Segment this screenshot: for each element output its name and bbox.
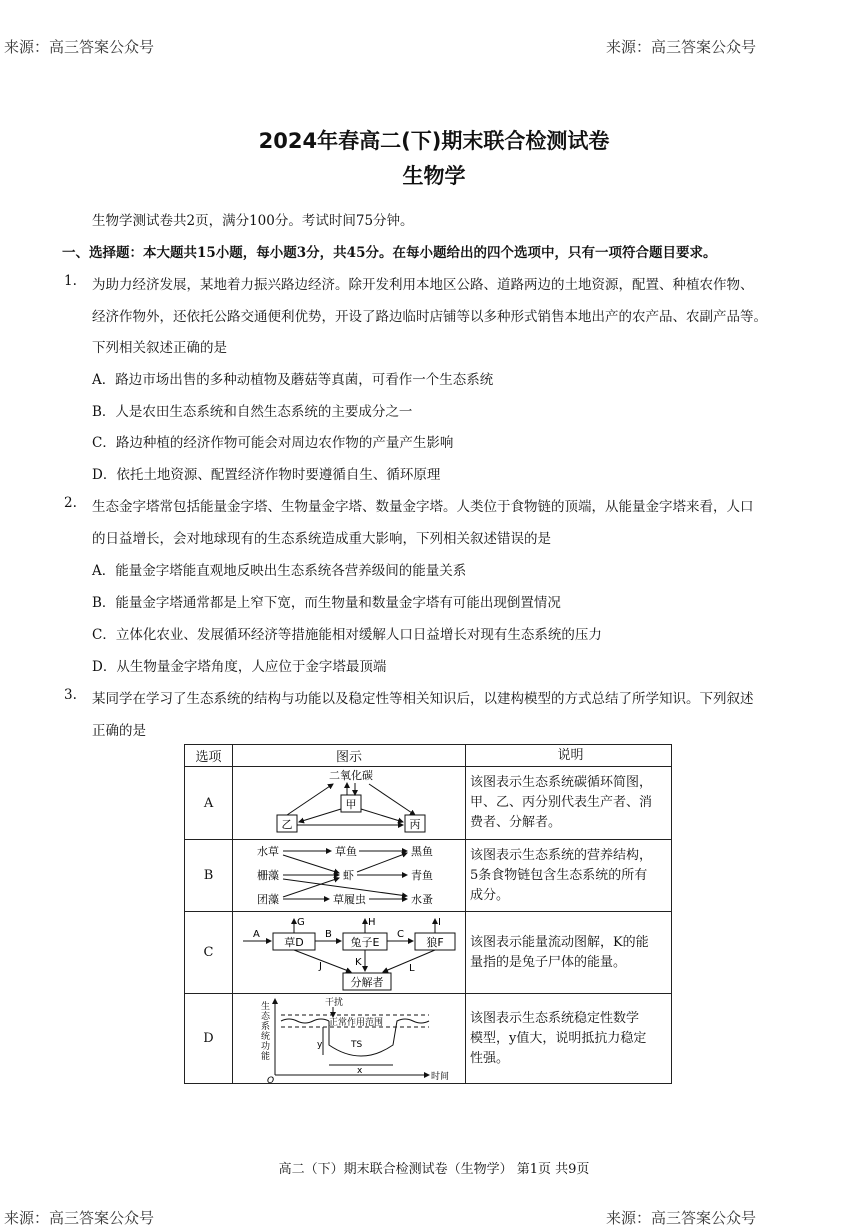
table-header: 说明 [465, 745, 671, 767]
organism-label: 草鱼 [335, 844, 358, 858]
description-line: 费者、分解者。 [469, 815, 561, 830]
question-text: 下列相关叙述正确的是 [92, 340, 227, 356]
label-tu-e: 兔子E [350, 935, 380, 949]
figure-energy-flow [233, 912, 466, 994]
option-d: D．依托土地资源、配置经济作物时要遵循自生、循环原理 [92, 467, 441, 483]
question-text: 为助力经济发展，某地着力振兴路边经济。除开发利用本地区公路、道路两边的土地资源，配置、种植农作物、 [92, 277, 754, 293]
option-description [465, 994, 671, 1084]
description-line: 该图表示能量流动图解，K的能 [469, 934, 649, 950]
page-footer: 高二（下）期末联合检测试卷（生物学） 第1页 共9页 [278, 1162, 590, 1177]
question-number: 3. [64, 687, 77, 703]
table-row [185, 912, 672, 994]
arrow [361, 809, 403, 822]
table-row [185, 994, 672, 1084]
x-axis-label: 时间 [431, 1071, 450, 1082]
option-c: C．路边种植的经济作物可能会对周边农作物的产量产生影响 [92, 435, 454, 451]
flow-label: C [397, 928, 405, 940]
y-deviation-label: y [317, 1039, 323, 1050]
option-a: A．路边市场出售的多种动植物及蘑菇等真菌，可看作一个生态系统 [92, 372, 494, 388]
arrow [287, 784, 333, 815]
label-bing: 丙 [409, 818, 421, 831]
question-number: 2. [64, 495, 77, 511]
organism-label: 青鱼 [411, 868, 434, 882]
figure-stability-model [233, 994, 466, 1084]
question-number: 1. [64, 273, 77, 289]
option-description [465, 840, 671, 912]
description-line: 甲、乙、丙分别代表生产者、消 [469, 795, 652, 810]
figure-food-web [233, 840, 466, 912]
organism-label: 黑鱼 [411, 844, 434, 858]
label-decomposer: 分解者 [350, 975, 384, 989]
description-line: 该图表示生态系统的营养结构， [469, 847, 652, 863]
arrow [283, 878, 339, 897]
arrow [294, 950, 351, 972]
flow-label: H [368, 916, 376, 928]
intro-text: 生物学测试卷共2页，满分100分。考试时间75分钟。 [92, 213, 414, 229]
carbon-cycle-diagram [233, 767, 463, 839]
organism-label: 团藻 [257, 892, 280, 906]
label-cao-d: 草D [284, 935, 304, 949]
disturbance-label: 干扰 [325, 997, 344, 1008]
ts-label: TS [351, 1039, 363, 1050]
organism-label: 虾 [343, 868, 355, 882]
arrow [283, 855, 339, 873]
food-web-diagram [233, 841, 463, 911]
options-table [184, 744, 672, 1084]
organism-label: 草履虫 [333, 892, 367, 906]
arrow [369, 784, 415, 815]
table-header: 图示 [233, 745, 466, 767]
y-axis-label: 系 [261, 1021, 271, 1032]
y-axis-label: 态 [261, 1011, 271, 1022]
question-text: 生态金字塔常包括能量金字塔、生物量金字塔、数量金字塔。人类位于食物链的顶端，从能量金字塔来看，人口 [92, 499, 754, 515]
question-text: 某同学在学习了生态系统的结构与功能以及稳定性等相关知识后，以建构模型的方式总结了所学知识。下列叙述 [92, 691, 754, 707]
normal-range-label: 正常作用范围 [329, 1017, 384, 1028]
option-b: B．人是农田生态系统和自然生态系统的主要成分之一 [92, 404, 413, 420]
flow-label: J [319, 960, 322, 972]
option-description [465, 767, 671, 840]
description-line: 性强。 [469, 1050, 509, 1066]
description-line: 量指的是兔子尸体的能量。 [469, 954, 626, 970]
organism-label: 水蚤 [411, 892, 434, 906]
option-c: C．立体化农业、发展循环经济等措施能相对缓解人口日益增长对现有生态系统的压力 [92, 627, 602, 643]
description-line: 该图表示生态系统稳定性数学 [469, 1010, 639, 1026]
option-label: D [185, 994, 233, 1084]
label-yi: 乙 [281, 818, 293, 831]
flow-label: L [409, 962, 415, 974]
x-duration-label: x [357, 1065, 363, 1076]
description-line: 5条食物链包含生态系统的所有 [469, 867, 648, 883]
y-axis-label: 功 [261, 1041, 271, 1052]
normal-curve [281, 1019, 329, 1023]
flow-label: I [438, 916, 441, 928]
description-line: 该图表示生态系统碳循环简图， [469, 775, 652, 790]
figure-carbon-cycle [233, 767, 466, 840]
question-text: 经济作物外，还依托公路交通便利优势，开设了路边临时店铺等以多种形式销售本地出产的农产品、农副产品等。 [92, 309, 767, 325]
label-lang-f: 狼F [426, 935, 444, 949]
exam-title: 2024年春高二(下)期末联合检测试卷 [258, 129, 610, 153]
arrow [357, 853, 407, 872]
option-description [465, 912, 671, 994]
flow-label: K [355, 956, 362, 968]
flow-label: B [325, 928, 332, 940]
stability-model-diagram [233, 995, 463, 1083]
option-label: B [185, 840, 233, 912]
watermark-top-right: 来源：高三答案公众号 [606, 38, 757, 56]
option-a: A．能量金字塔能直观地反映出生态系统各营养级间的能量关系 [92, 563, 467, 579]
question-text: 的日益增长，会对地球现有的生态系统造成重大影响，下列相关叙述错误的是 [92, 531, 551, 547]
y-axis-label: 生 [261, 1001, 271, 1012]
section-heading: 一、选择题：本大题共15小题，每小题3分，共45分。在每小题给出的四个选项中，只有一项符合题目要求。 [62, 245, 717, 261]
table-row [185, 767, 672, 840]
watermark-bottom-left: 来源：高三答案公众号 [4, 1209, 155, 1227]
arrow [299, 809, 341, 822]
flow-label: G [297, 916, 305, 928]
organism-label: 栅藻 [257, 868, 280, 882]
option-label: A [185, 767, 233, 840]
subject-title: 生物学 [402, 164, 466, 188]
y-axis-label: 能 [261, 1051, 271, 1062]
label-co2: 二氧化碳 [329, 769, 374, 782]
option-b: B．能量金字塔通常都是上窄下宽，而生物量和数量金字塔有可能出现倒置情况 [92, 595, 561, 611]
description-line: 模型，y值大，说明抵抗力稳定 [469, 1030, 647, 1046]
question-text: 正确的是 [92, 723, 146, 739]
organism-label: 水草 [257, 844, 280, 858]
table-header: 选项 [185, 745, 233, 767]
y-axis-label: 统 [261, 1031, 271, 1042]
table-row [185, 840, 672, 912]
option-d: D．从生物量金字塔角度，人应位于金字塔最顶端 [92, 659, 387, 675]
description-line: 成分。 [469, 887, 509, 903]
watermark-top-left: 来源：高三答案公众号 [4, 38, 155, 56]
label-jia: 甲 [345, 798, 357, 811]
energy-flow-diagram [233, 913, 463, 993]
option-label: C [185, 912, 233, 994]
origin-label: O [267, 1075, 275, 1083]
watermark-bottom-right: 来源：高三答案公众号 [606, 1209, 757, 1227]
flow-label: A [253, 928, 260, 940]
table-header-row [185, 745, 672, 767]
